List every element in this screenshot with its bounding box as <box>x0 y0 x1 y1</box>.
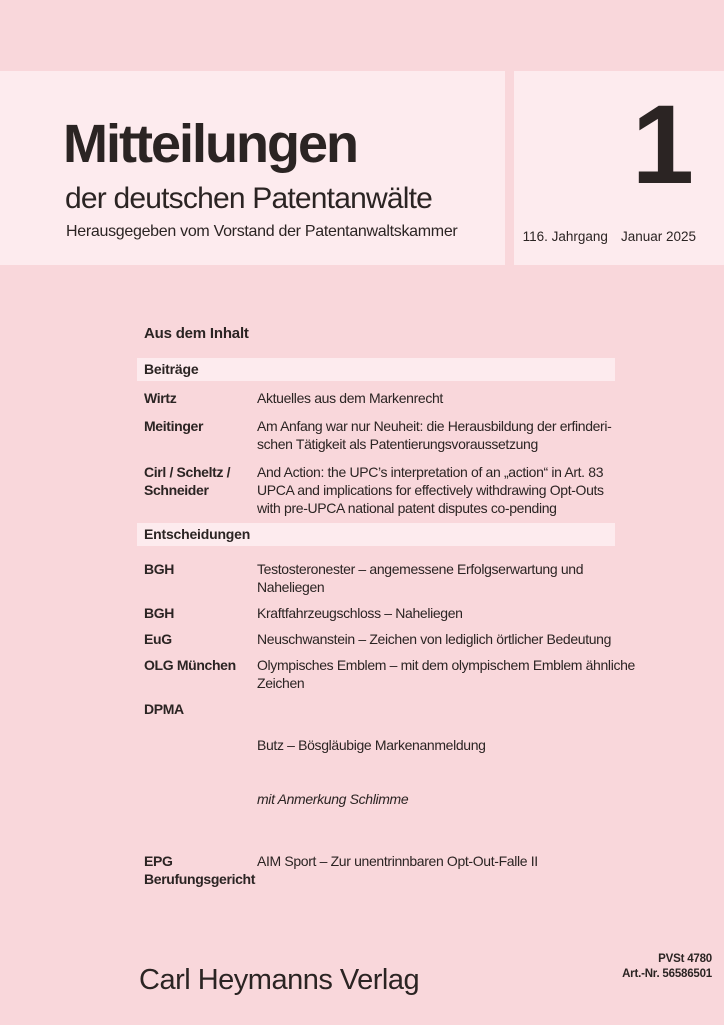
toc-row-title: Neuschwanstein – Zeichen von lediglich örtlicher Bedeutung <box>257 631 612 647</box>
toc-row-court: EuG <box>144 631 172 647</box>
section-rows <box>137 560 635 888</box>
toc-row <box>144 560 615 596</box>
toc-row-court: DPMA <box>144 701 184 717</box>
toc-row-author: Cirl / Scheltz / Schneider <box>144 464 231 498</box>
toc-row <box>144 604 615 622</box>
toc-row-title: AIM Sport – Zur unentrinnbaren Opt-Out-Falle II <box>257 853 538 869</box>
toc-row <box>144 700 615 844</box>
toc-row-title: Testosteronester – angemessene Erfolgserwartung und Naheliegen <box>257 561 584 595</box>
toc-row-title: Am Anfang war nur Neuheit: die Herausbildung der erfinderi- schen Tätigkeit als Patentierungsvoraussetzung <box>257 418 612 452</box>
toc-row-title-main: Butz – Bösgläubige Markenanmeldung <box>257 737 486 753</box>
section-entscheidungen <box>137 523 635 896</box>
toc-row-title: Kraftfahrzeugschloss – Naheliegen <box>257 605 463 621</box>
issue-date: Januar 2025 <box>620 228 696 244</box>
toc-heading: Aus dem Inhalt <box>144 325 249 342</box>
section-beitraege <box>137 358 615 527</box>
toc-row-author: Meitinger <box>144 418 204 434</box>
article-number: Art.-Nr. 56586501 <box>622 968 712 980</box>
masthead-divider <box>505 71 514 265</box>
journal-title: Mitteilungen <box>63 114 357 174</box>
publisher-line: Herausgegeben vom Vorstand der Patentanwaltskammer <box>66 223 458 240</box>
volume-label: 116. Jahrgang <box>522 228 608 244</box>
section-rows <box>137 389 615 517</box>
toc-row <box>144 656 635 692</box>
toc-row <box>144 852 615 888</box>
section-title-bar: Entscheidungen <box>137 523 615 546</box>
toc-row-title: Olympisches Emblem – mit dem olympischem Emblem ähnliche Zeichen <box>257 657 635 691</box>
toc-row-title: And Action: the UPC’s interpretation of an „action“ in Art. 83 UPCA and implications for effectively withdrawing Opt-Outs with pre-UPCA national patent disputes co-pending <box>257 464 604 516</box>
issue-meta <box>523 230 696 244</box>
issue-number: 1 <box>631 82 694 207</box>
toc-row <box>144 463 615 517</box>
print-codes <box>622 952 712 982</box>
toc-row-title: Aktuelles aus dem Markenrecht <box>257 390 443 406</box>
journal-subtitle: der deutschen Patentanwälte <box>65 182 433 215</box>
publisher-name: Carl Heymanns Verlag <box>139 964 420 996</box>
toc-row <box>144 389 615 407</box>
toc-row-court: EPG Berufungsgericht <box>144 853 256 887</box>
masthead-title-panel <box>0 71 505 265</box>
toc-row <box>144 417 615 453</box>
toc-row-court: BGH <box>144 561 175 577</box>
masthead-issue-panel <box>514 71 724 265</box>
toc-row-court: BGH <box>144 605 175 621</box>
postal-code: PVSt 4780 <box>658 953 712 965</box>
toc-row-court: OLG München <box>144 657 236 673</box>
section-title-bar: Beiträge <box>137 358 615 381</box>
toc-row-annotation: mit Anmerkung Schlimme <box>257 791 409 807</box>
masthead <box>0 71 724 265</box>
toc-row-title <box>257 700 615 844</box>
toc-row <box>144 630 615 648</box>
toc-row-author: Wirtz <box>144 390 177 406</box>
